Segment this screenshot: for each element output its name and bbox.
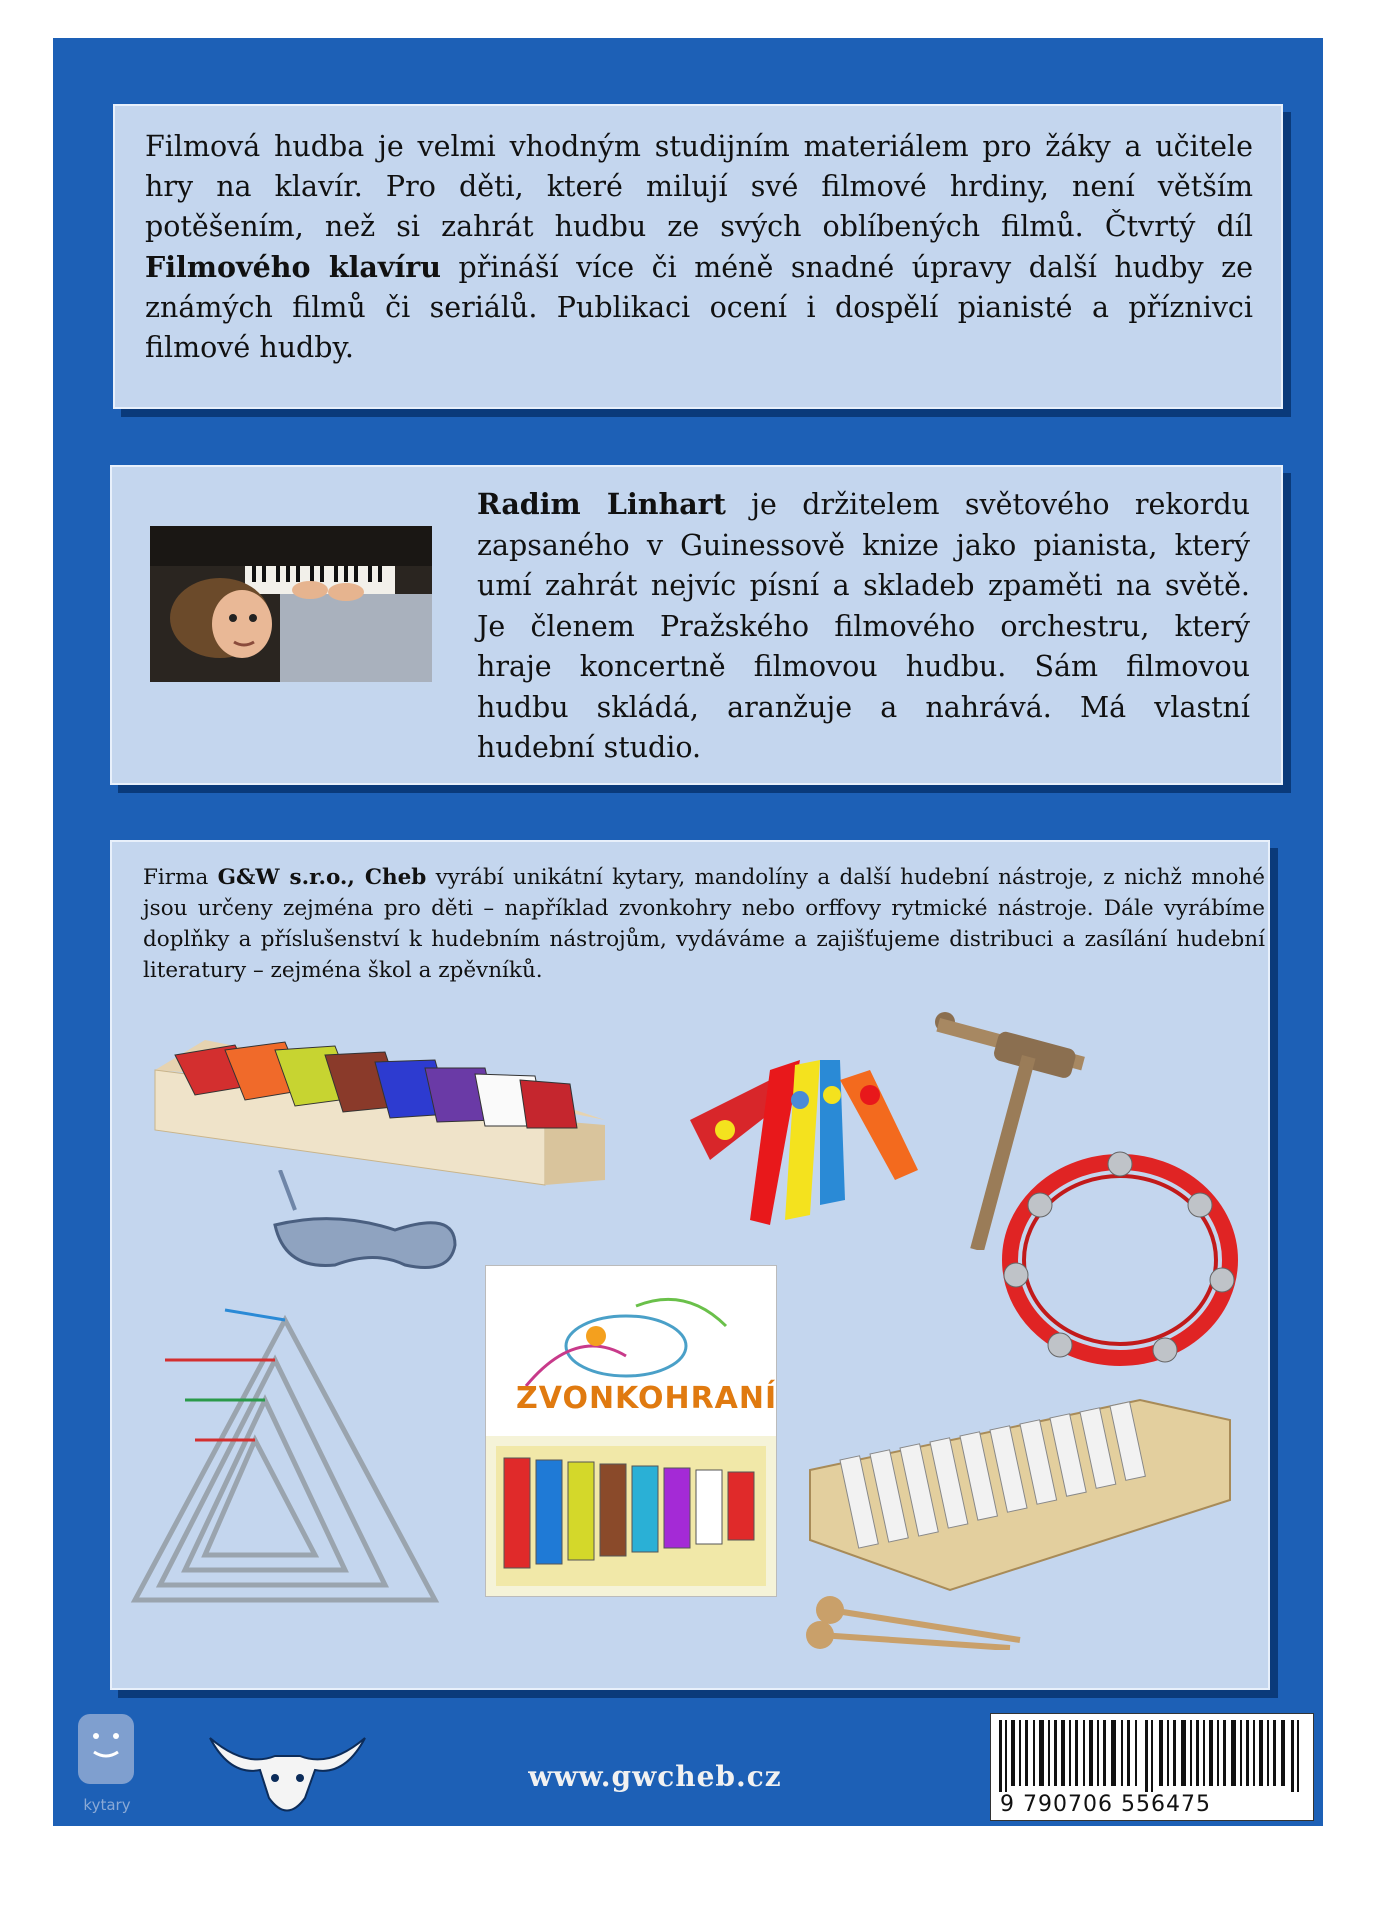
company-prefix: Firma bbox=[143, 865, 218, 890]
xylophone-icon bbox=[145, 1010, 615, 1190]
glockenspiel-bars bbox=[496, 1446, 766, 1586]
company-description: vyrábí unikátní kytary, mandolíny a další hudební nástroje, z nichž mnohé jsou určeny zejména pro děti – například zvonkohry nebo orffovy rytmické nástroje. Dále vyrábíme doplňky a příslušenství k hudebním nástrojům, vydáváme a zajišťujeme distribuci a zasílání hudební literatury – zejména škol a zpěvníků. bbox=[143, 865, 1265, 983]
book-title: Filmového klavíru bbox=[145, 250, 442, 284]
bull-head-logo bbox=[205, 1728, 370, 1823]
kazoo-icon bbox=[670, 1050, 920, 1225]
intro-text-part: Filmová hudba je velmi vhodným studijním materiálem pro žáky a učitele hry na klavír. Pro děti, které milují své filmové hrdiny, není větším potěšením, než si zahrát hudbu ze svých oblíbených filmů. Čtvrtý díl bbox=[145, 130, 1253, 243]
intro-text bbox=[145, 127, 1253, 368]
shop-logo-icon bbox=[66, 1700, 146, 1810]
jaw-harp-icon bbox=[265, 1170, 465, 1285]
barcode-number: 9 790706 556475 bbox=[1000, 1792, 1211, 1817]
company-text bbox=[143, 862, 1265, 986]
tambourine-icon bbox=[1000, 1150, 1240, 1370]
triangle-icon bbox=[125, 1300, 445, 1630]
glockenspiel-icon bbox=[800, 1380, 1240, 1650]
company-name: G&W s.r.o., Cheb bbox=[217, 865, 427, 890]
author-name: Radim Linhart bbox=[477, 487, 726, 521]
barcode-bars bbox=[991, 1714, 1313, 1794]
publisher-url[interactable]: www.gwcheb.cz bbox=[528, 1760, 782, 1793]
pianist-photo bbox=[150, 526, 432, 682]
zvonkohrani-book bbox=[485, 1265, 777, 1597]
author-bio bbox=[477, 484, 1250, 769]
shop-logo-label: kytary bbox=[83, 1796, 131, 1814]
author-bio-text: je držitelem světového rekordu zapsaného v Guinessově knize jako pianista, který umí zahrát nejvíc písní a skladeb zpaměti na světě. Je členem Pražského filmového orchestru, který hraje koncertně filmovou hudbu. Sám filmovou hudbu skládá, aranžuje a nahrává. Má vlastní hudební studio. bbox=[477, 488, 1250, 764]
intro-text-part: přináší více či méně snadné úpravy další hudby ze známých filmů či seriálů. Publikaci ocení i dospělí pianisté a příznivci filmové hudby. bbox=[145, 251, 1253, 364]
book-title-label: ZVONKOHRANÍ bbox=[516, 1381, 778, 1416]
